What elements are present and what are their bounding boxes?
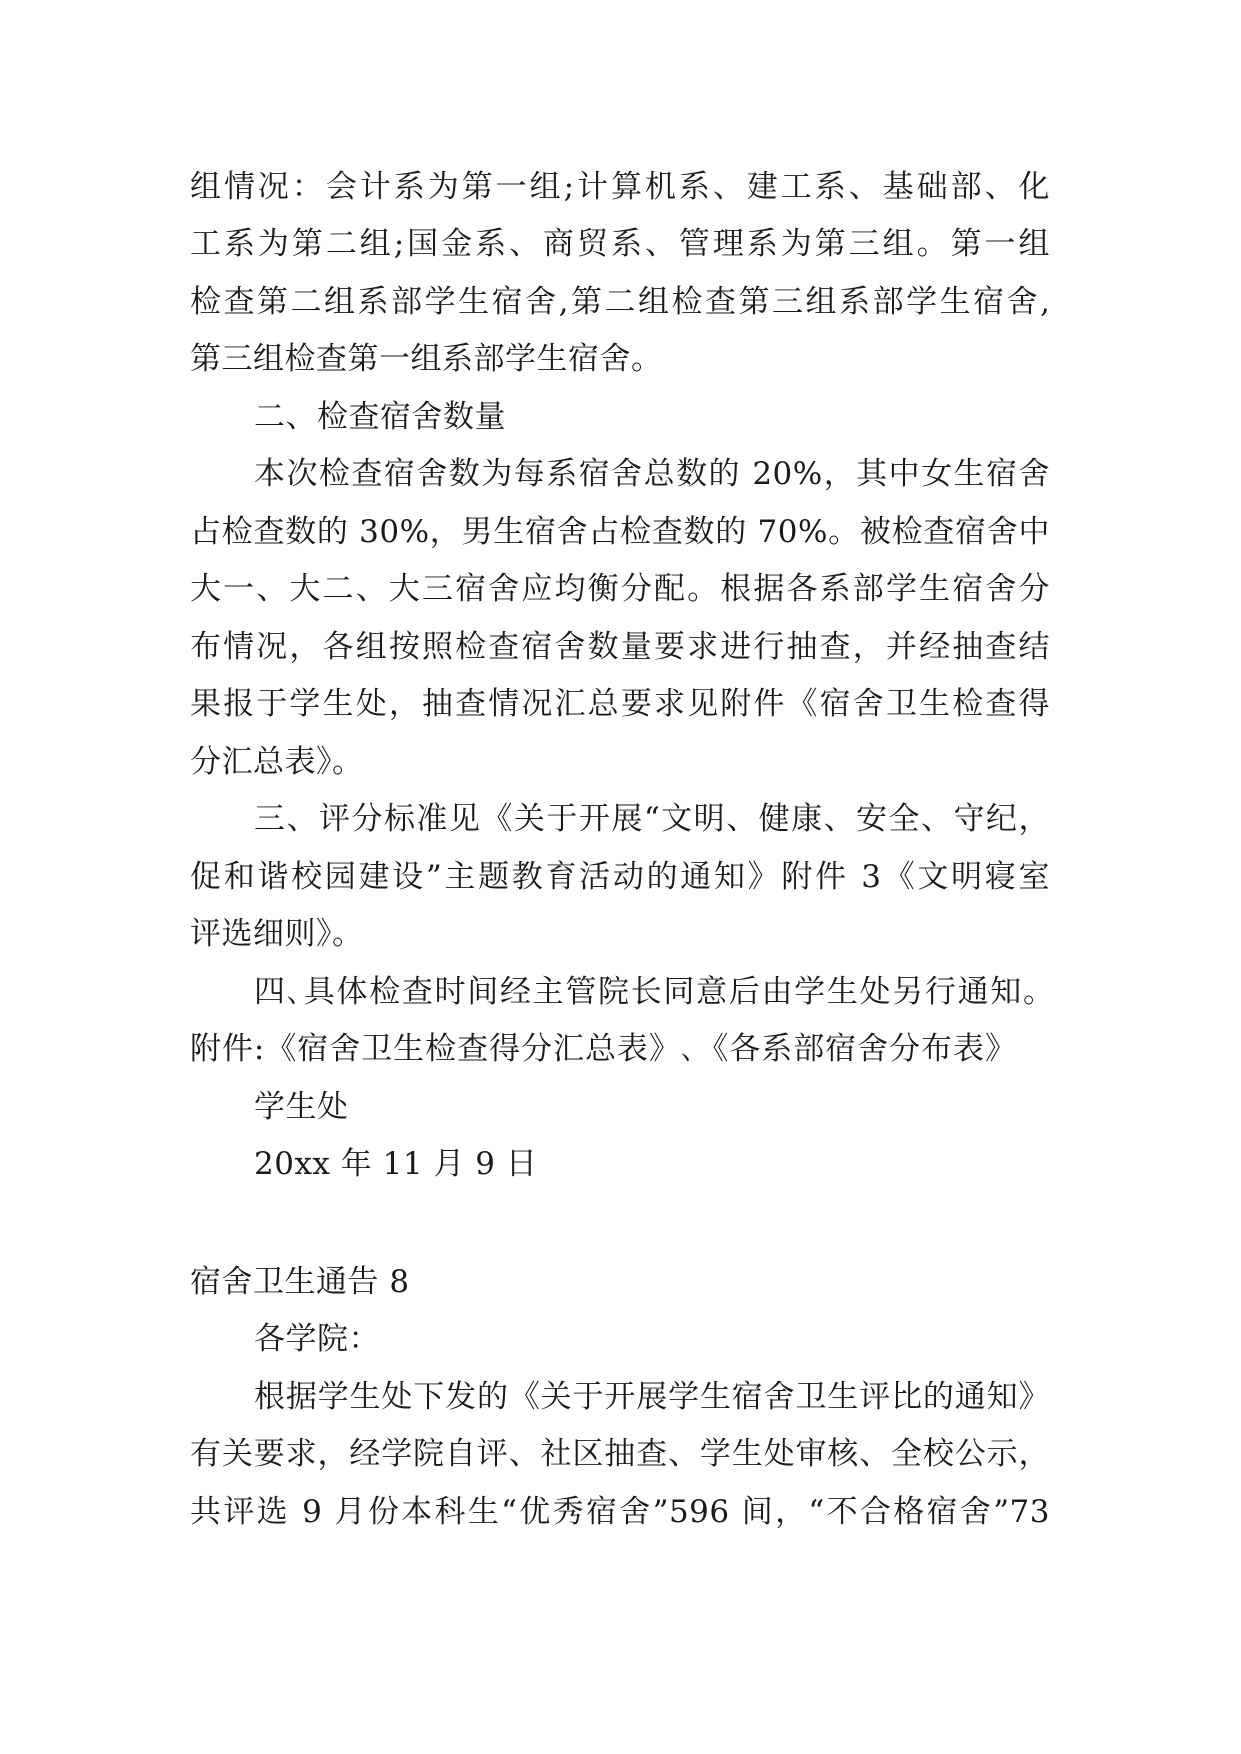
text-line: 分汇总表》。 <box>190 744 364 780</box>
text-line: 占检查数的 30%，男生宿舍占检查数的 70%。被检查宿舍中 <box>190 514 1050 550</box>
signature-department: 学生处 <box>254 1089 349 1125</box>
text-line: 根据学生处下发的《关于开展学生宿舍卫生评比的通知》 <box>254 1379 1050 1415</box>
text-line: 有关要求，经学院自评、社区抽查、学生处审核、全校公示， <box>190 1436 1050 1472</box>
text-line: 组情况：会计系为第一组;计算机系、建工系、基础部、化 <box>190 169 1050 205</box>
text-line: 工系为第二组;国金系、商贸系、管理系为第三组。第一组 <box>190 226 1050 262</box>
text-line: 共评选 9 月份本科生“优秀宿舍”596 间，“不合格宿舍”73 <box>190 1494 1050 1530</box>
notice-title: 宿舍卫生通告 8 <box>190 1264 410 1300</box>
section-heading: 二、检查宿舍数量 <box>254 399 506 435</box>
text-line: 大一、大二、大三宿舍应均衡分配。根据各系部学生宿舍分 <box>190 571 1050 607</box>
salutation: 各学院： <box>254 1321 380 1357</box>
text-line: 第三组检查第一组系部学生宿舍。 <box>190 341 663 377</box>
text-line: 促和谐校园建设”主题教育活动的通知》附件 3《文明寝室 <box>190 859 1050 895</box>
text-line: 本次检查宿舍数为每系宿舍总数的 20%，其中女生宿舍 <box>254 456 1050 492</box>
text-line: 四､具体检查时间经主管院长同意后由学生处另行通知。 <box>254 974 1054 1010</box>
text-line: 布情况，各组按照检查宿舍数量要求进行抽查，并经抽查结 <box>190 629 1050 665</box>
text-line: 检查第二组系部学生宿舍,第二组检查第三组系部学生宿舍, <box>190 284 1050 320</box>
text-line: 三、评分标准见《关于开展“文明、健康、安全、守纪， <box>254 801 1050 837</box>
text-line: 果报于学生处，抽查情况汇总要求见附件《宿舍卫生检查得 <box>190 686 1050 722</box>
text-line: 评选细则》。 <box>190 916 364 952</box>
signature-date: 20xx 年 11 月 9 日 <box>254 1146 538 1182</box>
text-line: 附件:《宿舍卫生检查得分汇总表》､《各系部宿舍分布表》 <box>190 1031 1016 1067</box>
